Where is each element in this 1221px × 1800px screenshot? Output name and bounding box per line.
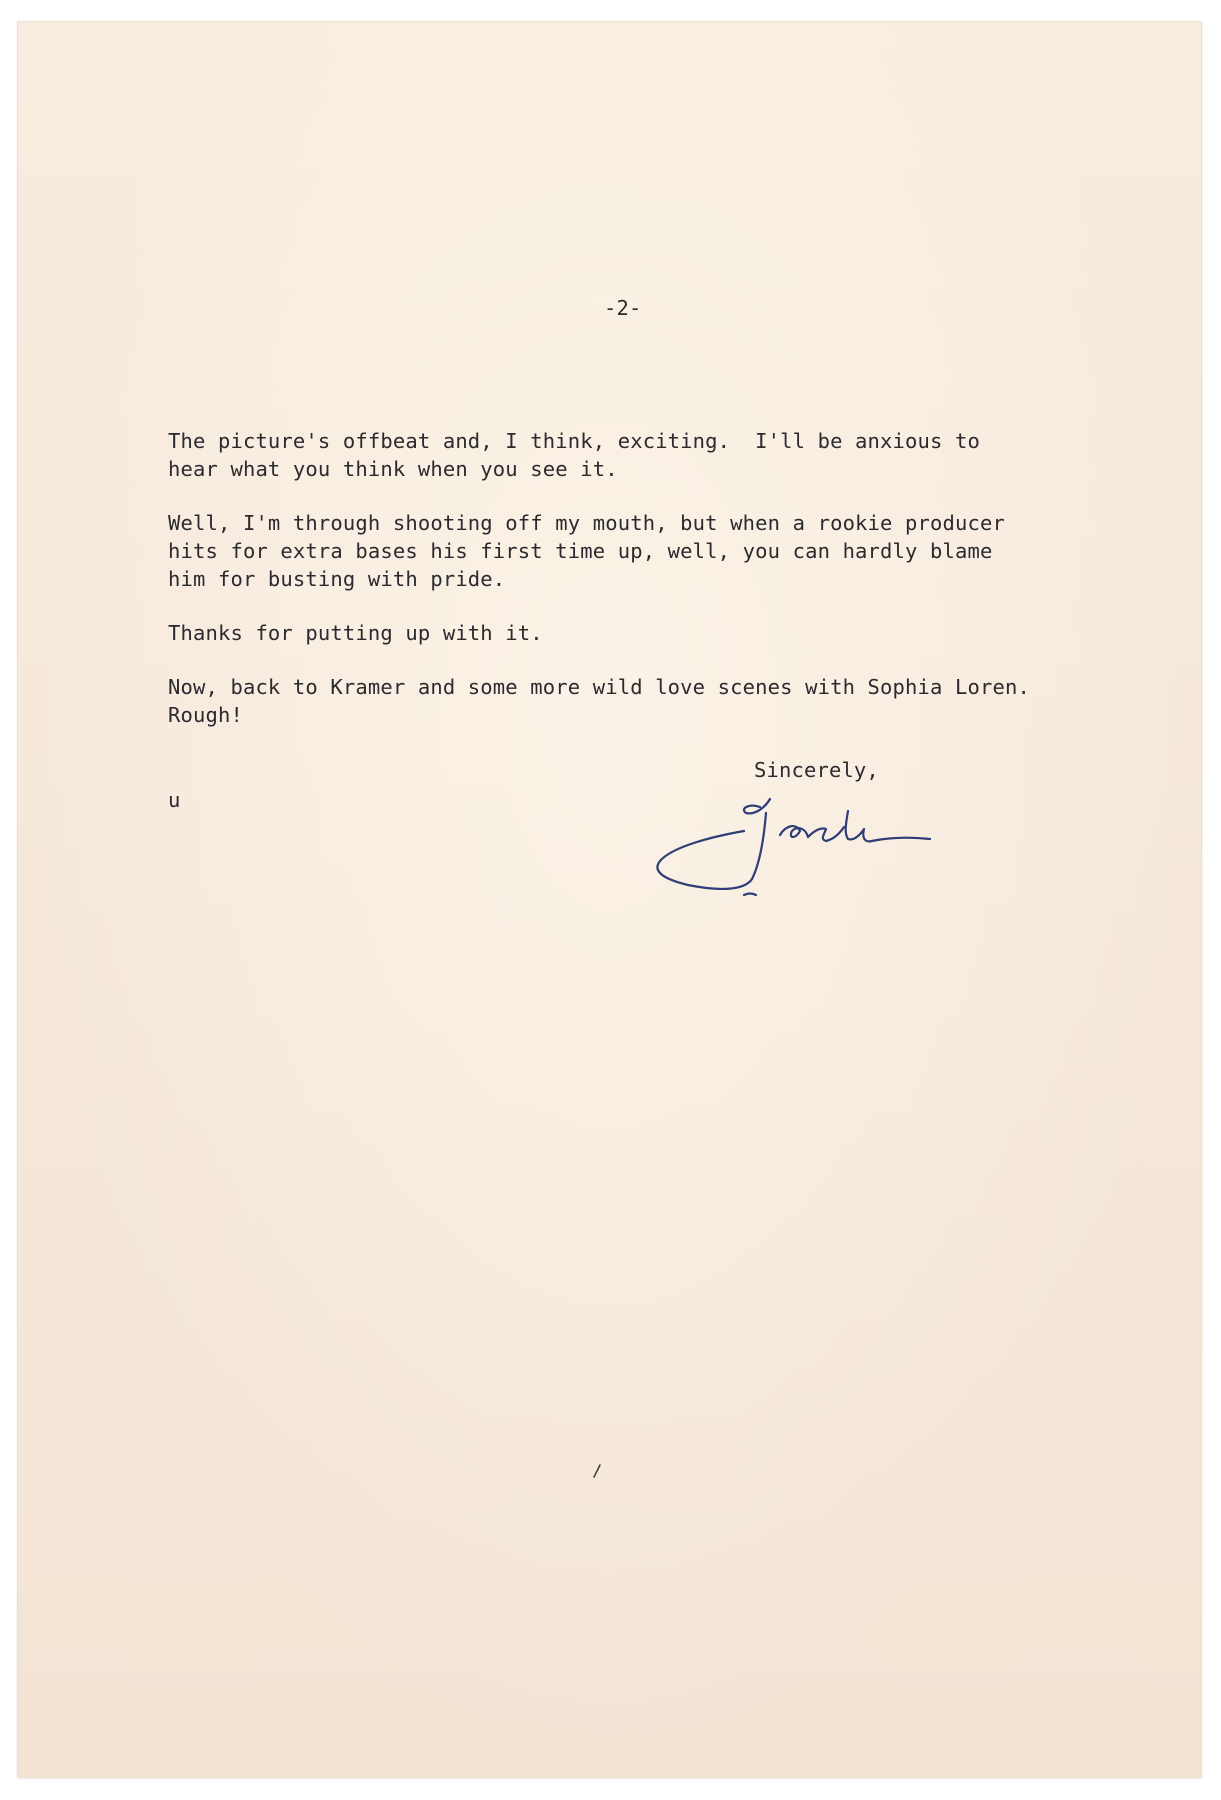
paragraph-4 <box>168 673 1128 729</box>
paragraph-1 <box>168 427 1128 483</box>
page-number: -2- <box>604 296 642 320</box>
paragraph-line: him for busting with pride. <box>168 567 506 591</box>
signature-stroke <box>780 826 808 837</box>
paragraph-line: hits for extra bases his first time up, well, you can hardly blame <box>168 539 993 563</box>
paragraph-3 <box>168 619 1128 647</box>
paragraph-line: Rough! <box>168 703 243 727</box>
letter-body <box>168 427 1128 755</box>
signature-stroke <box>846 811 930 841</box>
paper-mark <box>592 1464 602 1478</box>
paragraph-line: hear what you think when you see it. <box>168 457 618 481</box>
signature-stroke <box>808 827 844 841</box>
paragraph-2 <box>168 509 1128 593</box>
signature-stroke <box>744 799 770 813</box>
letter-page <box>18 22 1201 1777</box>
closing-salutation: Sincerely, <box>754 758 879 782</box>
paragraph-line: The picture's offbeat and, I think, exciting. I'll be anxious to <box>168 429 980 453</box>
signature-stroke <box>744 894 756 896</box>
paragraph-line: Well, I'm through shooting off my mouth, but when a rookie producer <box>168 511 1005 535</box>
signature-stroke <box>657 813 766 889</box>
paragraph-line: Thanks for putting up with it. <box>168 621 543 645</box>
handwritten-signature <box>648 787 938 907</box>
typist-initial: u <box>168 788 181 812</box>
paragraph-line: Now, back to Kramer and some more wild love scenes with Sophia Loren. <box>168 675 1030 699</box>
